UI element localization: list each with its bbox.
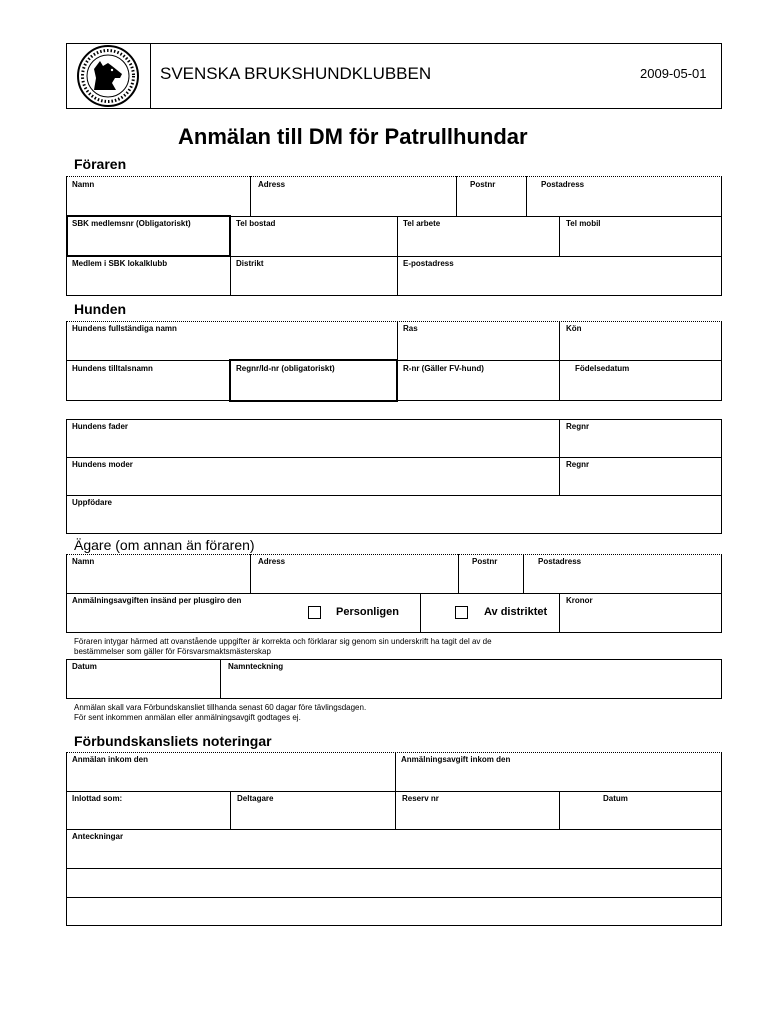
hund-ras-field[interactable] bbox=[398, 335, 559, 360]
hund-namn-field[interactable] bbox=[67, 335, 397, 360]
personligen-label: Personligen bbox=[336, 606, 399, 618]
intyg-datum-field[interactable] bbox=[67, 672, 220, 698]
namnteckning-field[interactable] bbox=[221, 672, 721, 698]
logo-icon bbox=[67, 44, 149, 108]
agare-namn-field[interactable] bbox=[67, 567, 250, 593]
hund-regnr-field[interactable] bbox=[231, 375, 396, 400]
hund-fodelsedatum-field[interactable] bbox=[560, 375, 721, 400]
hund-namn-label: Hundens fullständiga namn bbox=[72, 324, 177, 333]
inlottad-som-label: Inlottad som: bbox=[72, 794, 123, 803]
foraren-distrikt-label: Distrikt bbox=[236, 259, 264, 268]
deltagare-field[interactable] bbox=[231, 804, 395, 829]
info-line-2: För sent inkommen anmälan eller anmälningsavgift godtages ej. bbox=[74, 713, 301, 722]
row-divider bbox=[66, 495, 722, 496]
anteckningar-field-1[interactable] bbox=[67, 842, 721, 868]
kansli-datum-label: Datum bbox=[603, 794, 628, 803]
hund-tilltalsnamn-field[interactable] bbox=[67, 375, 230, 400]
av-distriktet-label: Av distriktet bbox=[484, 606, 548, 618]
avgift-inkom-label: Anmälningsavgift inkom den bbox=[401, 755, 511, 764]
personligen-checkbox[interactable] bbox=[308, 606, 321, 619]
intyg-datum-label: Datum bbox=[72, 662, 97, 671]
page-title: Anmälan till DM för Patrullhundar bbox=[178, 124, 528, 149]
agare-postnr-label: Postnr bbox=[472, 557, 498, 566]
av-distriktet-checkbox[interactable] bbox=[455, 606, 468, 619]
foraren-tel-arbete-label: Tel arbete bbox=[403, 219, 441, 228]
hund-kon-field[interactable] bbox=[560, 335, 721, 360]
header-divider bbox=[150, 43, 151, 109]
section-kansli: Förbundskansliets noteringar bbox=[74, 733, 272, 749]
anteckningar-field-2[interactable] bbox=[67, 869, 721, 897]
org-name: SVENSKA BRUKSHUNDKLUBBEN bbox=[160, 64, 432, 83]
agare-namn-label: Namn bbox=[72, 557, 95, 566]
avgift-date-field[interactable] bbox=[67, 606, 297, 632]
header-date: 2009-05-01 bbox=[640, 66, 707, 81]
anmalan-inkom-label: Anmälan inkom den bbox=[72, 755, 149, 764]
hund-regnr-label: Regnr/Id-nr (obligatoriskt) bbox=[236, 364, 335, 373]
foraren-epost-field[interactable] bbox=[398, 270, 721, 295]
intyg-line-2: bestämmelser som gäller för Försvarsmaktsmästerskap bbox=[74, 647, 271, 656]
kronor-label: Kronor bbox=[566, 596, 593, 605]
row-divider bbox=[66, 457, 722, 458]
foraren-postnr-field[interactable] bbox=[457, 190, 526, 216]
foraren-namn-field[interactable] bbox=[67, 190, 250, 216]
foraren-namn-label: Namn bbox=[72, 180, 95, 189]
hund-kon-label: Kön bbox=[566, 324, 582, 333]
foraren-adress-label: Adress bbox=[258, 180, 286, 189]
hund-fodelsedatum-label: Födelsedatum bbox=[575, 364, 630, 373]
uppfodare-label: Uppfödare bbox=[72, 498, 112, 507]
kansli-datum-field[interactable] bbox=[560, 804, 721, 829]
reserv-nr-label: Reserv nr bbox=[402, 794, 439, 803]
hund-rnr-label: R-nr (Gäller FV-hund) bbox=[403, 364, 484, 373]
row-divider bbox=[66, 829, 722, 830]
reserv-nr-field[interactable] bbox=[396, 804, 559, 829]
info-line-1: Anmälan skall vara Förbundskansliet tillhanda senast 60 dagar före tävlingsdagen. bbox=[74, 703, 367, 712]
dog-seal-logo bbox=[67, 44, 149, 108]
moder-regnr-label: Regnr bbox=[566, 460, 590, 469]
anmalan-inkom-field[interactable] bbox=[67, 765, 395, 791]
intyg-line-1: Föraren intygar härmed att ovanstående uppgifter är korrekta och förklarar sig genom sin underskrift ha tagit del av de bbox=[74, 637, 492, 646]
foraren-lokalklubb-field[interactable] bbox=[67, 270, 230, 295]
foraren-sbk-nr-label: SBK medlemsnr (Obligatoriskt) bbox=[72, 219, 191, 228]
moder-field[interactable] bbox=[67, 470, 559, 495]
anteckningar-label: Anteckningar bbox=[72, 832, 124, 841]
namnteckning-label: Namnteckning bbox=[228, 662, 284, 671]
fader-regnr-field[interactable] bbox=[560, 432, 721, 457]
hund-ras-label: Ras bbox=[403, 324, 418, 333]
foraren-distrikt-field[interactable] bbox=[231, 270, 397, 295]
agare-postnr-field[interactable] bbox=[459, 567, 523, 593]
foraren-lokalklubb-label: Medlem i SBK lokalklubb bbox=[72, 259, 168, 268]
uppfodare-field[interactable] bbox=[67, 508, 721, 533]
agare-postadress-field[interactable] bbox=[524, 567, 721, 593]
foraren-postnr-label: Postnr bbox=[470, 180, 496, 189]
foraren-tel-mobil-field[interactable] bbox=[560, 230, 721, 256]
agare-adress-field[interactable] bbox=[251, 567, 458, 593]
hund-rnr-field[interactable] bbox=[398, 375, 559, 400]
avgift-inkom-field[interactable] bbox=[396, 765, 721, 791]
foraren-postadress-field[interactable] bbox=[527, 190, 721, 216]
fader-regnr-label: Regnr bbox=[566, 422, 590, 431]
hund-tilltalsnamn-label: Hundens tilltalsnamn bbox=[72, 364, 153, 373]
avgift-label: Anmälningsavgiften insänd per plusgiro den bbox=[72, 596, 242, 605]
foraren-tel-bostad-field[interactable] bbox=[231, 230, 397, 256]
foraren-sbk-nr-field[interactable] bbox=[68, 230, 229, 255]
agare-adress-label: Adress bbox=[258, 557, 286, 566]
kronor-field[interactable] bbox=[560, 606, 721, 632]
foraren-adress-field[interactable] bbox=[251, 190, 456, 216]
foraren-postadress-label: Postadress bbox=[541, 180, 585, 189]
fader-label: Hundens fader bbox=[72, 422, 129, 431]
deltagare-label: Deltagare bbox=[237, 794, 274, 803]
moder-regnr-field[interactable] bbox=[560, 470, 721, 495]
foraren-tel-mobil-label: Tel mobil bbox=[566, 219, 601, 228]
foraren-tel-bostad-label: Tel bostad bbox=[236, 219, 276, 228]
section-foraren: Föraren bbox=[74, 156, 127, 172]
moder-label: Hundens moder bbox=[72, 460, 133, 469]
row-divider bbox=[66, 791, 722, 792]
agare-postadress-label: Postadress bbox=[538, 557, 582, 566]
section-hunden: Hunden bbox=[74, 301, 127, 317]
foraren-tel-arbete-field[interactable] bbox=[398, 230, 559, 256]
anteckningar-field-3[interactable] bbox=[67, 898, 721, 925]
col-divider bbox=[420, 593, 421, 633]
section-agare: Ägare (om annan än föraren) bbox=[74, 537, 255, 553]
row-divider bbox=[66, 593, 722, 594]
fader-field[interactable] bbox=[67, 432, 559, 457]
foraren-epost-label: E-postadress bbox=[403, 259, 454, 268]
